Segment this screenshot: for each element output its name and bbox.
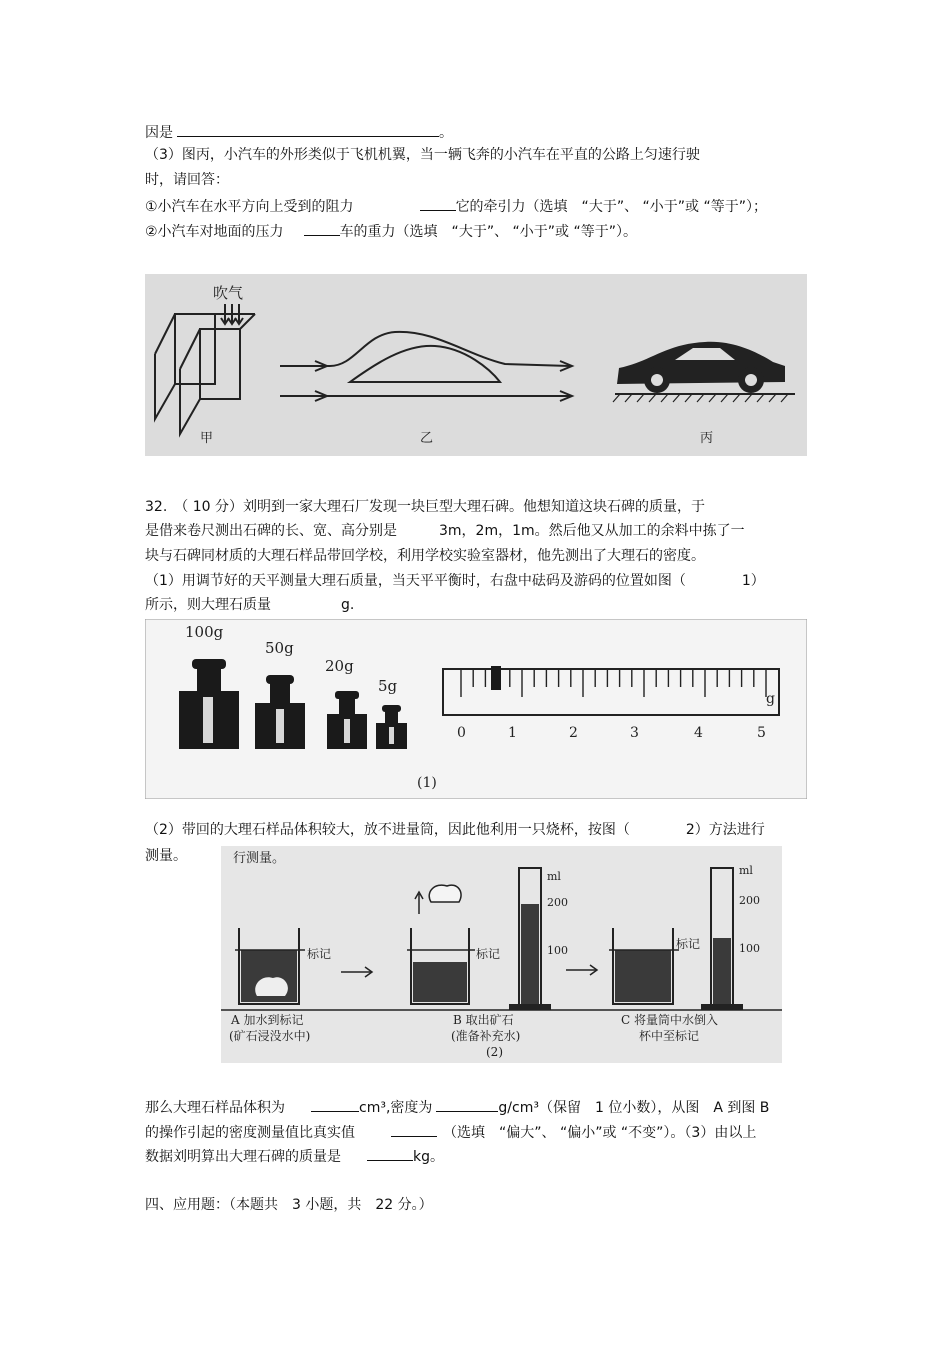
q32-line8-c: g/cm³（保留 1 位小数），从图 A 到图 B (498, 1100, 770, 1116)
cyl-c-tick-100: 100 (739, 942, 760, 955)
blow-label: 吹气 (213, 284, 244, 302)
q31-line1-post: 。 (439, 125, 453, 141)
caption-b-line1: B 取出矿石 (453, 1013, 514, 1027)
q31-line4 (145, 196, 767, 216)
caption-c-line1: C 将量筒中水倒入 (621, 1013, 718, 1027)
wing-figure (145, 274, 807, 456)
caption-a-line2: (矿石浸没水中) (229, 1029, 311, 1043)
q32-line1: 32. （ 10 分）刘明到一家大理石厂发现一块巨型大理石碑。他想知道这块石碑的质量，于 (145, 499, 705, 515)
label-a: 甲 (200, 431, 214, 446)
q31-line5-post: 车的重力（选填 “大于”、 “小于”或 “等于”）。 (339, 224, 637, 240)
answer-blank[interactable] (311, 1097, 359, 1112)
answer-blank[interactable] (436, 1097, 498, 1112)
q31-line1 (145, 122, 453, 142)
weight-label-50g: 50g (265, 639, 294, 657)
scale-tick-5: 5 (757, 725, 766, 741)
answer-blank[interactable] (177, 122, 439, 137)
q31-line2: （3）图丙，小汽车的外形类似于飞机机翼，当一辆飞奔的小汽车在平直的公路上匀速行驶 (145, 147, 700, 163)
caption-c-line2: 杯中至标记 (639, 1029, 700, 1043)
caption-a-line1: A 加水到标记 (231, 1013, 304, 1027)
q32-line9 (145, 1122, 756, 1142)
q32-line10-a: 数据刘明算出大理石碑的质量是 (145, 1149, 341, 1165)
q32-line5: 所示，则大理石质量 g. (145, 597, 355, 613)
section-4-title: 四、应用题：（本题共 3 小题，共 22 分。） (145, 1197, 433, 1213)
q32-line10 (145, 1146, 444, 1166)
figure-1-caption: (1) (417, 775, 437, 791)
q32-line3: 块与石碑同材质的大理石样品带回学校，利用学校实验室器材，他先测出了大理石的密度。 (145, 548, 705, 564)
q32-line7: 测量。 (145, 848, 187, 864)
caption-b-line2: (准备补充水) (451, 1029, 521, 1043)
balance-weights-figure (145, 619, 807, 799)
q32-line8 (145, 1097, 769, 1117)
mark-label-b: 标记 (476, 947, 501, 961)
answer-blank[interactable] (420, 196, 456, 211)
weight-label-5g: 5g (378, 677, 398, 695)
q32-line8-b: cm³,密度为 (359, 1100, 433, 1116)
q32-line10-b: kg。 (413, 1149, 444, 1165)
q32-line9-a: 的操作引起的密度测量值比真实值 (145, 1125, 355, 1141)
cyl-b-tick-200: 200 (547, 896, 568, 909)
q31-line1-pre: 因是 (145, 125, 173, 141)
volume-measurement-figure (221, 846, 782, 1063)
answer-blank[interactable] (391, 1122, 437, 1137)
mark-label-c: 标记 (676, 937, 701, 951)
q32-line2: 是借来卷尺测出石碑的长、宽、高分别是 3m，2m，1m。然后他又从加工的余料中拣了一 (145, 523, 745, 539)
cyl-b-tick-100: 100 (547, 944, 568, 957)
cyl-b-unit: ml (547, 870, 561, 883)
label-c: 丙 (700, 431, 714, 446)
rock-icon (429, 885, 461, 902)
q32-line6: （2）带回的大理石样品体积较大，放不进量筒，因此他利用一只烧杯，按图（ 2）方法进行 (145, 822, 765, 838)
scale-tick-2: 2 (569, 725, 578, 741)
scale-tick-3: 3 (630, 725, 639, 741)
cyl-c-unit: ml (739, 864, 753, 877)
scale-tick-1: 1 (508, 725, 517, 741)
q32-line9-b: （选填 “偏大”、 “偏小”或 “不变”）。（3）由以上 (443, 1125, 757, 1141)
rider-slider[interactable] (491, 666, 501, 690)
weight-label-100g: 100g (185, 623, 224, 641)
scale-tick-0: 0 (457, 725, 466, 741)
q31-line3: 时，请回答： (145, 172, 229, 188)
figure-2-caption: (2) (486, 1045, 503, 1059)
mark-label-a: 标记 (307, 947, 332, 961)
q31-line4-pre: ①小汽车在水平方向上受到的阻力 (145, 199, 354, 215)
q32-line4: （1）用调节好的天平测量大理石质量，当天平平衡时，右盘中砝码及游码的位置如图（ 1） (145, 573, 765, 589)
fig2-top-text: 行测量。 (233, 851, 286, 866)
answer-blank[interactable] (304, 221, 340, 236)
scale-unit: g (766, 691, 775, 707)
q32-line8-a: 那么大理石样品体积为 (145, 1100, 285, 1116)
cyl-c-tick-200: 200 (739, 894, 760, 907)
q31-line5 (145, 221, 637, 241)
weight-label-20g: 20g (325, 657, 354, 675)
scale-tick-4: 4 (694, 725, 703, 741)
rock-icon (255, 977, 288, 996)
label-b: 乙 (420, 431, 434, 446)
blow-arrows (221, 304, 243, 324)
q31-line5-pre: ②小汽车对地面的压力 (145, 224, 284, 240)
answer-blank[interactable] (367, 1146, 413, 1161)
q31-line4-post: 它的牵引力（选填 “大于”、 “小于”或 “等于”）； (455, 199, 767, 215)
